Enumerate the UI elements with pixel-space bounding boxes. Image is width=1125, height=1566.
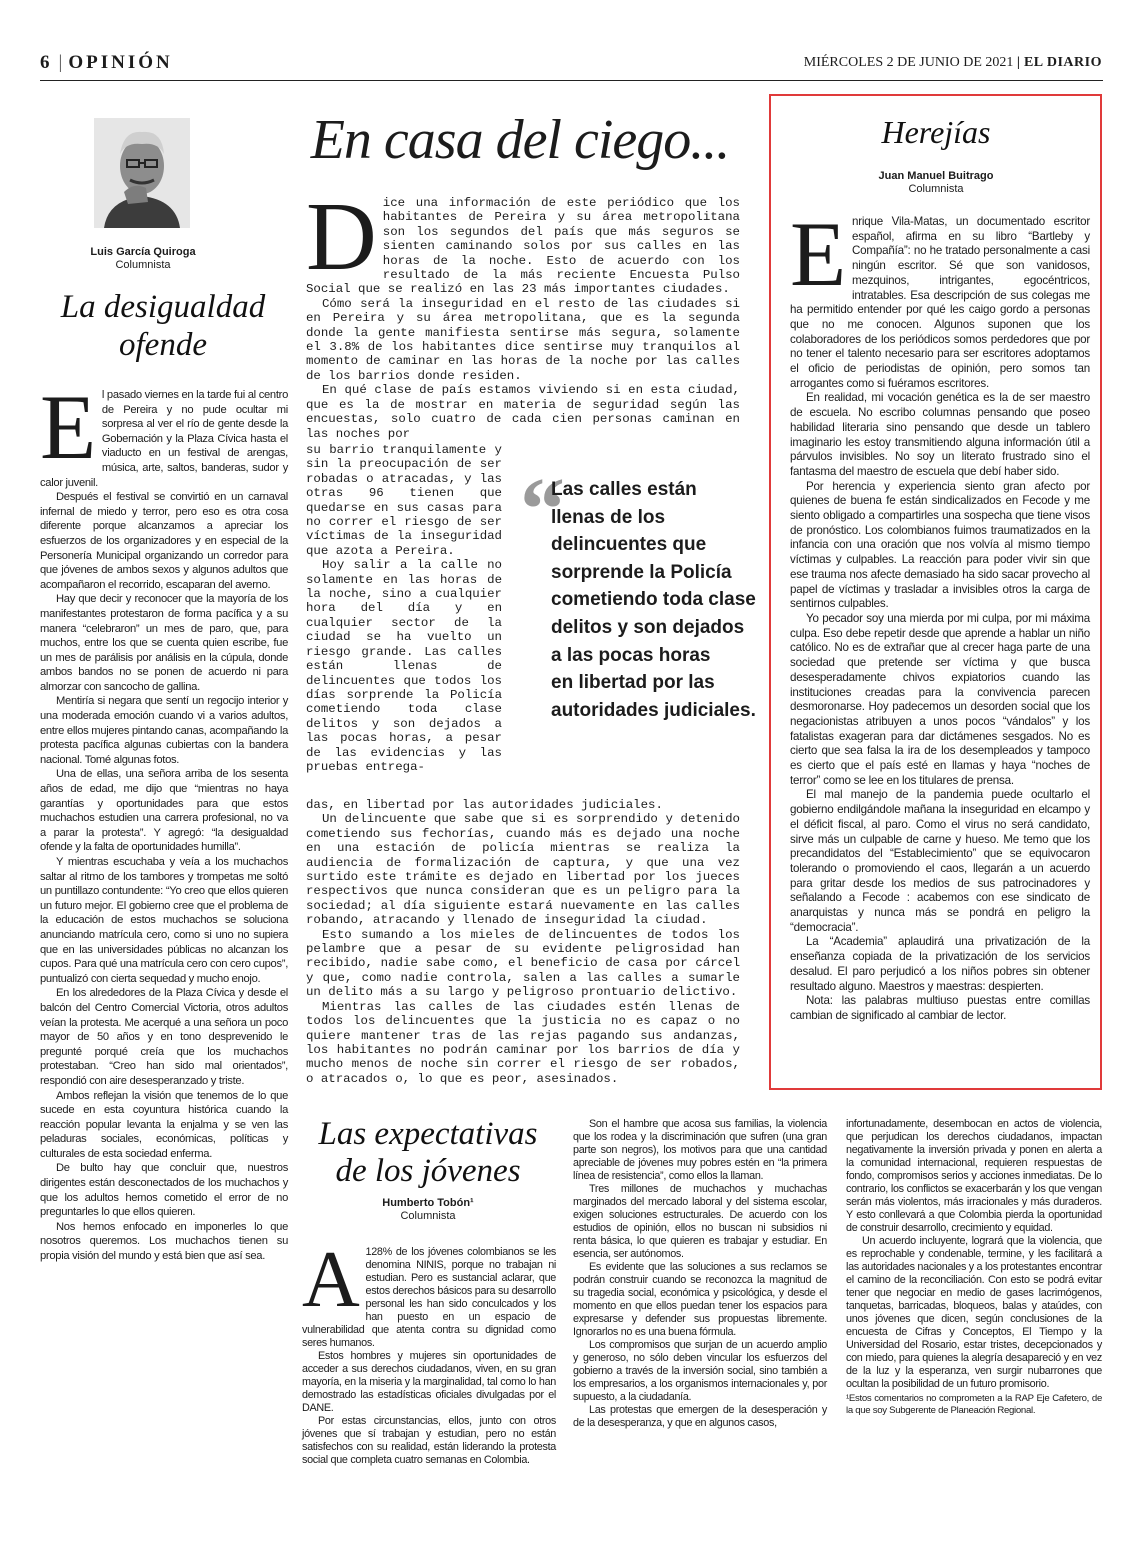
paragraph: Por estas circunstancias, ellos, junto con otros jóvenes que sí trabajan y estudian, pero no están satisfechos con su realidad, están liderando la protesta social que completa cuatro semanas en Colombia.: [302, 1415, 556, 1466]
paragraph-text: ice una información de este periódico que los habitantes de Pereira y su área metropolitana son los segundos del país que más seguros se sienten caminando solos por sus calles en las horas de la noche. Esto de acuerdo con los resultado de la más reciente Encuesta Pulso Social que se realizó en las 23 más importantes ciudades.: [306, 196, 740, 297]
drop-cap: A: [302, 1236, 360, 1324]
paragraph: En qué clase de país estamos viviendo si en esta ciudad, que es la de mostrar en materia de seguridad según las encuestas, solo cuatro de cada cien personas caminan en las noches por: [306, 383, 740, 441]
byline-humberto: [300, 1197, 556, 1223]
author-name: Luis García Quiroga: [90, 246, 196, 258]
quote-line: cometiendo toda clase: [551, 589, 756, 611]
header-rule: [40, 80, 1103, 81]
quote-line: a las pocas horas: [551, 644, 711, 666]
paragraph: Una de ellas, una señora arriba de los sesenta años de edad, me dijo que “mientras no haya garantías y oportunidades para que estos muchachos estudien una carrera profesional, no va a parar la protesta”. Y agregó: “la desigualdad ofende y la falta de oportunidades humilla”.: [40, 768, 288, 854]
title-line: ofende: [119, 327, 207, 363]
drop-cap: E: [790, 203, 846, 305]
footnote: ¹Estos comentarios no comprometen a la RAP Eje Cafetero, de la que soy Subgerente de Planeación Regional.: [846, 1393, 1102, 1416]
byline-juan-manuel: [780, 170, 1092, 196]
title-line: de los jóvenes: [335, 1153, 521, 1189]
column-desigualdad: [40, 376, 288, 1264]
paragraph: De bulto hay que concluir que, nuestros dirigentes están desconectados de los muchachos y que los adultos hemos cometido el error de no preguntarles lo que ellos quieren.: [40, 1162, 288, 1219]
title-line: La desigualdad: [60, 289, 266, 325]
title-line: Las expectativas: [318, 1116, 538, 1152]
paragraph: Mentiría si negara que sentí un regocijo interior y una moderada emoción cuando vi a varios adultos, entre ellos mujeres pintando canas, acompañando la protesta pacífica algunas cubiertas con la bandera nacional. Tomé algunas fotos.: [40, 695, 288, 766]
paragraph: infortunadamente, desembocan en actos de violencia, que perjudican los derechos ciudadanos, impactan negativamente la inversión privada y ponen en alerta a la comunidad internacional, requieren respuestas de fondo, compromisos serios y acciones inmediatas. De lo contrario, los conflictos se exacerbarán y los que vengan serán más violentos, más irracionales y más duraderos. Y esto conllevará a que Colombia pierda la oportunidad de construir desarrollo, crecimiento y equidad.: [846, 1118, 1102, 1234]
paragraph: Son el hambre que acosa sus familias, la violencia que los rodea y la discriminación que sufren (una gran parte son negros), los motivos para que una cantidad apreciable de jóvenes muy pobres estén en “la primera línea de resistencia”, como ellos la llaman.: [573, 1118, 827, 1182]
first-paragraph: [302, 1236, 556, 1350]
quote-line: autoridades judiciales.: [551, 699, 756, 721]
paragraph: Mientras las calles de las ciudades estén llenas de todos los delincuentes que la justicia no es capaz o no quiere mantener tras de las rejas pagando sus andanzas, los habitantes no podrán caminar por los barrios de día y mucho menos de noche sin correr el riesgo de ser robados, o atracados o, lo que es peor, asesinados.: [306, 999, 740, 1086]
article-title-expectativas: [300, 1116, 556, 1190]
first-paragraph: [790, 203, 1090, 391]
paragraph-text: l pasado viernes en la tarde fui al centro de Pereira y no pude ocultar mi sorpresa al ver el río de gente desde la Gobernación y la Plaza Cívica hasta el viaducto en un festival de arengas, música, arte, saltos, banderas, sudor y calor juvenil.: [40, 389, 288, 489]
drop-cap: D: [306, 183, 377, 291]
paragraph: Hoy salir a la calle no solamente en las horas de la noche, sino a cualquier hora del día y en cualquier sector de la ciudad se ha vuelto un riesgo grande. Las calles están llenas de delincuentes que todos los días sorprende la Policía cometiendo toda clase delitos y son dejados a las pocas horas, a pesar de las evidencias y las pruebas entrega-: [306, 558, 502, 774]
paragraph: Por herencia y experiencia siento gran afecto por quienes de buena fe están sindicalizados en Fecode y me siento obligado a compartirles una sospecha que tiene visos de pronóstico. Los colombianos fuimos traumatizados en la infancia con una oración que nos volvía al mismo tiempo víctimas y culpables. La reacción para poder vivir sin que ese trauma nos afecte demasiado ha sido sacar provecho al papel de víctimas y trasladar a invisibles otros la carga de sentirnos culpables.: [790, 479, 1090, 611]
paragraph: Las protestas que emergen de la desesperación y de la desesperanza, y que en algunos casos,: [573, 1404, 827, 1429]
header-separator: |: [58, 52, 63, 73]
column-ciego-narrow: [306, 443, 502, 774]
drop-cap: E: [40, 376, 96, 478]
column-ciego-top: [306, 183, 740, 441]
newspaper-name: EL DIARIO: [1023, 55, 1102, 70]
article-title-desigualdad: [40, 288, 286, 364]
quote-line: en libertad por las: [551, 672, 715, 694]
quote-mark-icon: “: [520, 460, 565, 559]
quote-line: Las calles están: [551, 479, 697, 500]
paragraph: Nos hemos enfocado en imponerles lo que nosotros queremos. Los muchachos tienen su propia visión del mundo y está bien que así sea.: [40, 1220, 288, 1263]
paragraph-text: 128% de los jóvenes colombianos se les denomina NINIS, porque no trabajan ni estudian. Pero es sustancial aclarar, que estos derechos básicos para su desarrollo personal les han sido conculcados y los han puesto en un espacio de vulnerabilidad que atenta contra su dignidad como seres humanos.: [302, 1246, 556, 1349]
quote-line: delitos y son dejados: [551, 616, 745, 638]
column-herejias: [790, 203, 1090, 1024]
paragraph: El mal manejo de la pandemia puede ocultarlo el gobierno endilgándole mañana la inseguridad en elcampo y el déficit fiscal, al paro. Como el virus no será candidato, sirve más un culpable de carne y hueso. Me temo que los precandidatos del “Establecimiento” que se equivocaron tolerando o promoviendo el caos, llegarán a un acuerdo para gritar desde los medios de sus patrocinadores y señalando a Fecode : acabemos con ese sindicato de anarquistas y nunca más se pondrá en peligro la “democracia”.: [790, 788, 1090, 934]
paragraph: En los alrededores de la Plaza Cívica y desde el balcón del Centro Comercial Victoria, otros adultos veían la protesta. Me acerqué a una señora un poco mayor de 50 años y en tono desprevenido le pregunté porqué creía que los muchachos protestaban. “Creo han sido mal orientados”, respondió con aire desesperanzado y triste.: [40, 987, 288, 1087]
quote-line: llenas de los: [551, 506, 666, 528]
author-photo: [94, 118, 190, 228]
section-name: OPINIÓN: [68, 52, 173, 73]
paragraph: Yo pecador soy una mierda por mi culpa, por mi máxima culpa. Eso debe repetir desde que aprende a hablar un niño católico. No es de extrañar que al crecer haga parte de una sociedad que pretende ser víctima y que busca desesperadamente chivos expiatorios cuando las instituciones creadas para la convivencia parecen desmoronarse. Hoy padecemos un desorden social que los negacionistas atribuyen a unos pocos “vándalos” y los fatalistas exageran para dar dictámenes sesgados. No es cierto que sea falsa la ira de los desempleados y tampoco es cierto que el país esté en llamas y haya “noches de terror” como se lee en los titulares de prensa.: [790, 611, 1090, 787]
column-expectativas-b: [573, 1118, 827, 1430]
author-role: Columnista: [400, 1210, 456, 1222]
paragraph: La “Academia” aplaudirá una privatización de la enseñanza copiada de la privatización de los servicios desalud. El paro perjudicó a los niños pobres sin obtener resultado alguno. Maestros y maestras: despierten.: [790, 935, 1090, 993]
author-role: Columnista: [115, 259, 171, 271]
page-number: 6: [40, 52, 53, 73]
article-title-ciego: En casa del ciego...: [310, 109, 730, 171]
column-ciego-bottom: [306, 798, 740, 1086]
issue-date: MIÉRCOLES 2 DE JUNIO DE 2021: [803, 55, 1014, 70]
paragraph: Un acuerdo incluyente, logrará que la violencia, que es reprochable y condenable, termine, y les facilitará a las autoridades nacionales y a los protestantes encontrar el camino de la reconciliación. Con esto se podrá evitar tener que negociar en medio de gases lacrimógenos, tanquetas, barricadas, bloqueos, balas y ataúdes, con unos jóvenes que dicen, según conclusiones de la encuesta de Cifras y Conceptos, El Tiempo y la Universidad del Rosario, estar tristes, decepcionados y con miedo, para quienes la alegría desapareció y en vez de la luz y la esperanza, ven surgir nubarrones que ocultan la posibilidad de un futuro promisorio.: [846, 1235, 1102, 1390]
author-name: Humberto Tobón¹: [382, 1197, 474, 1209]
paragraph: Los compromisos que surjan de un acuerdo amplio y generoso, no sólo deben vincular los esfuerzos del gobierno a través de la inversión social, sino también a los empresarios, a los organismos internacionales y, por supuesto, a la ciudadanía.: [573, 1339, 827, 1403]
page-header-left: [40, 52, 173, 74]
paragraph: Y mientras escuchaba y veía a los muchachos saltar al ritmo de los tambores y trompetas me soltó un puntillazo contundente: “Yo creo que ellos quieren un futuro mejor. El gobierno cree que el problema de la educación de estos muchachos se soluciona anunciando matrícula cero, como si uno no supiera que en las universidades públicas no alcanzan los cupos. Para qué una matrícula cero con cero cupos”, puntualizó con cierta sequedad y mucho enojo.: [40, 856, 288, 985]
pull-quote-text: [551, 476, 756, 724]
byline-luis: [60, 246, 226, 272]
paragraph: Un delincuente que sabe que si es sorprendido y detenido cometiendo sus fechorías, cuando más es dejado una noche en una estación de policía mientras se realiza la audiencia de formalización de captura, y que una vez surtido este trámite es dejado en libertad por los jueces respectivos que nunca consideran que es un peligro para la sociedad; al día siguiente estará nuevamente en las calles robando, atracando y llenado de inseguridad la ciudad.: [306, 812, 740, 928]
paragraph: Estos hombres y mujeres sin oportunidades de acceder a sus derechos ciudadanos, viven, en su gran mayoría, en la miseria y la marginalidad, tal como lo han demostrado las estadísticas oficiales divulgadas por el DANE.: [302, 1350, 556, 1414]
first-paragraph: [40, 376, 288, 490]
column-expectativas-a: [302, 1236, 556, 1467]
column-expectativas-c: [846, 1118, 1102, 1417]
quote-line: sorprende la Policía: [551, 561, 732, 583]
paragraph: Cómo será la inseguridad en el resto de las ciudades si en Pereira y su área metropolitana, que es la segunda donde la gente manifiesta sentirse más segura, solamente el 3.8% de los habitantes dice sentirse muy tranquilos al momento de caminar en las horas de la noche por las calles de los barrios donde residen.: [306, 296, 740, 383]
paragraph: Esto sumando a los mieles de delincuentes de todos los pelambre que a pesar de su evidente peligrosidad han recibido, nadie sabe como, el beneficio de casa por cárcel y que, como nadie controla, salen a las calles a sumarle un delito más a su largo y peligroso prontuario delictivo.: [306, 927, 740, 1000]
quote-line: delincuentes que: [551, 534, 707, 556]
article-title-herejias: Herejías: [881, 114, 991, 150]
paragraph-text: nrique Vila-Matas, un documentado escritor español, afirma en su libro “Bartleby y Compañía”: no he tratado personalmente a casi ningún escritor. Sé que son vanidosos, mezquinos, intrigantes, egocéntricos, intratables. Esa descripción de sus colegas me ha permitido entender por qué les caigo gordo a personas que no me conocen. Algunos suponen que los colaboradores de los periódicos somos perdedores que por no tener el talento necesario para ser escritores adoptamos el oficio de periodistas de opinión, pero somos tan arrogantes como si fuéramos escritores.: [790, 215, 1090, 390]
paragraph: Nota: las palabras multiuso puestas entre comillas cambian de significado al cambiar de lector.: [790, 994, 1090, 1022]
paragraph: Hay que decir y reconocer que la mayoría de los manifestantes protestaron de forma pacífica y a su manera “celebraron” un mes de paro, que, para muchos, entre los que se cuenta quien escribe, fue un mes de parálisis por análisis en la cúpula, donde ambos bandos no se ponen de acuerdo ni para almorzar con sancocho de gallina.: [40, 593, 288, 693]
paragraph: Ambos reflejan la visión que tenemos de lo que sucede en esta coyuntura histórica cuando la reacción popular levanta la enjalma y se ven las peladuras sociales, económicas, políticas y culturales de esta sociedad enferma.: [40, 1089, 288, 1160]
paragraph: su barrio tranquilamente y sin la preocupación de ser robadas o atracadas, y las otras 96 tienen que quedarse en sus casas para no correr el riesgo de ser víctimas de la inseguridad que azota a Pereira.: [306, 443, 502, 558]
paragraph: Es evidente que las soluciones a sus reclamos se podrán construir cuando se reconozca la magnitud de su tragedia social, económica y psicológica, y desde el momento en que ellos puedan tener los espacios para expresarse y defender sus propuestas libremente. Ignorarlos no es una buena fórmula.: [573, 1261, 827, 1338]
paragraph: Tres millones de muchachos y muchachas marginados del mercado laboral y del sistema escolar, exigen soluciones estructurales. De acuerdo con los estudios de opinión, ellos no buscan ni subsidios ni renta básica, lo que quieren es trabajar y estudiar. En esencia, ser autónomos.: [573, 1183, 827, 1260]
first-paragraph: [306, 183, 740, 297]
paragraph: En realidad, mi vocación genética es la de ser maestro de escuela. No escribo columnas pensando que poseo habilidad literaria sino pensando que desde un tablero imaginario les estoy transmitiendo alguna información útil a párvulos invisibles. No soy un literato frustrado sino el fantasma del maestro de escuela que debí haber sido.: [790, 391, 1090, 478]
paragraph: das, en libertad por las autoridades judiciales.: [306, 798, 663, 812]
author-role: Columnista: [908, 183, 964, 195]
paragraph: Después el festival se convirtió en un carnaval infernal de miedo y terror, pero eso es otra cosa diferente porque alcanzamos a apreciar los esfuerzos de los organizadores y en especial de la Personería Municipal organizando un corredor para que jóvenes de ambos sexos y algunos adultos que acompañaron el recorrido, escaparan del averno.: [40, 491, 288, 591]
author-name: Juan Manuel Buitrago: [878, 170, 994, 182]
page-header-right: MIÉRCOLES 2 DE JUNIO DE 2021 | EL DIARIO: [803, 55, 1102, 70]
